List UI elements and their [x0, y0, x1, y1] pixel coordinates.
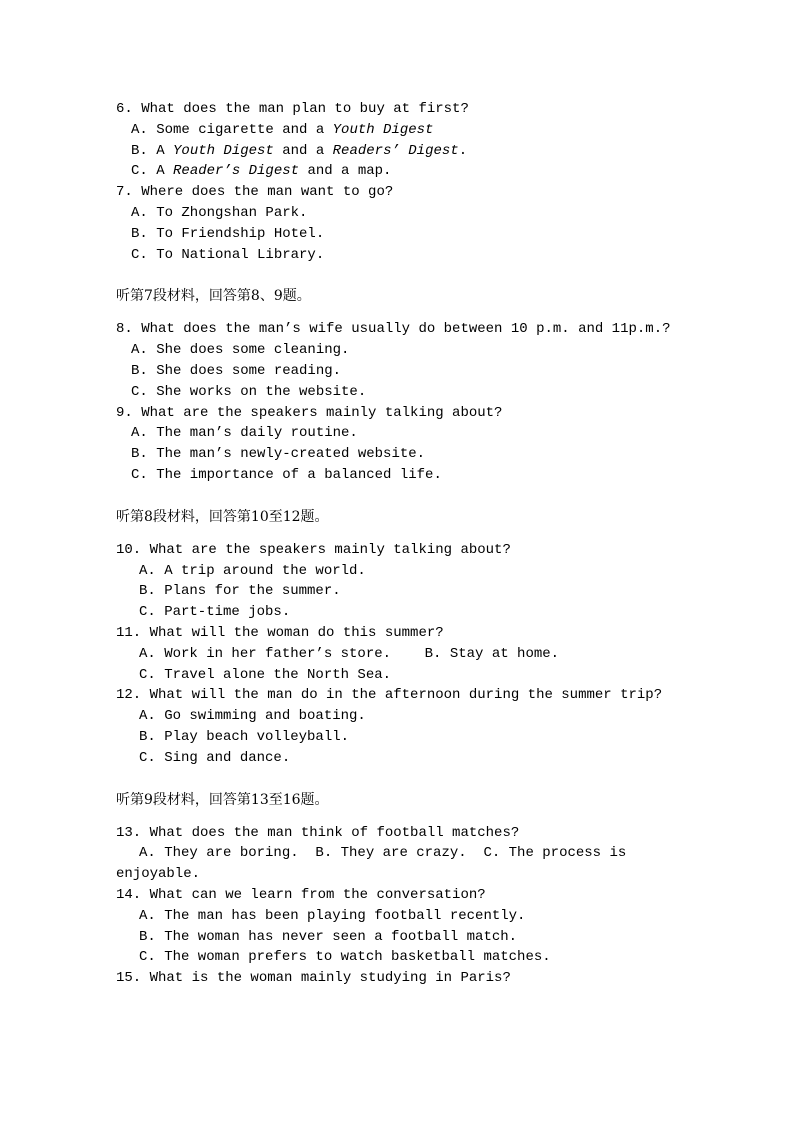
q6-option-c: C. A Reader’s Digest and a map.: [131, 163, 392, 180]
question-8: 8. What does the man’s wife usually do between 10 p.m. and 11p.m.?: [116, 321, 671, 338]
q6-option-b: B. A Youth Digest and a Readers’ Digest.: [131, 142, 468, 159]
q8-option-b: B. She does some reading.: [131, 362, 342, 379]
section-heading-7: 听第7段材料，回答第8、9题。: [116, 288, 311, 305]
section-heading-9: 听第9段材料，回答第13至16题。: [116, 791, 329, 808]
question-10: 10. What are the speakers mainly talking about?: [116, 541, 511, 558]
q8-option-a: A. She does some cleaning.: [131, 342, 350, 359]
q10-option-a: A. A trip around the world.: [139, 562, 366, 579]
q14-option-c: C. The woman prefers to watch basketball matches.: [139, 949, 551, 966]
question-14: 14. What can we learn from the conversation?: [116, 886, 486, 903]
question-11: 11. What will the woman do this summer?: [116, 624, 444, 641]
q9-option-a: A. The man’s daily routine.: [131, 425, 358, 442]
question-6: 6. What does the man plan to buy at first?: [116, 101, 469, 117]
q12-option-a: A. Go swimming and boating.: [139, 708, 366, 725]
q10-option-c: C. Part-time jobs.: [139, 604, 291, 621]
q9-option-c: C. The importance of a balanced life.: [131, 466, 442, 483]
exam-page: [116, 99, 676, 989]
section-heading-8: 听第8段材料，回答第10至12题。: [116, 508, 329, 525]
question-13: 13. What does the man think of football matches?: [116, 824, 520, 841]
q14-option-b: B. The woman has never seen a football match.: [139, 928, 518, 945]
question-7: 7. Where does the man want to go?: [116, 184, 394, 201]
q14-option-a: A. The man has been playing football recently.: [139, 907, 526, 924]
q6-option-a: A. Some cigarette and a Youth Digest: [131, 121, 434, 138]
q7-option-a: A. To Zhongshan Park.: [131, 204, 308, 221]
q7-option-c: C. To National Library.: [131, 246, 325, 263]
q12-option-c: C. Sing and dance.: [139, 749, 291, 766]
q13-options: A. They are boring. B. They are crazy. C. The process is: [139, 845, 627, 862]
q8-option-c: C. She works on the website.: [131, 383, 367, 400]
q12-option-b: B. Play beach volleyball.: [139, 728, 350, 745]
q7-option-b: B. To Friendship Hotel.: [131, 225, 325, 242]
q13-options-wrap: enjoyable.: [116, 866, 201, 883]
q11-option-c: C. Travel alone the North Sea.: [139, 666, 392, 683]
question-15: 15. What is the woman mainly studying in Paris?: [116, 970, 511, 987]
question-9: 9. What are the speakers mainly talking about?: [116, 404, 503, 421]
q9-option-b: B. The man’s newly-created website.: [131, 446, 426, 463]
q10-option-b: B. Plans for the summer.: [139, 583, 341, 600]
q11-option-ab: A. Work in her father’s store. B. Stay at home.: [139, 645, 560, 662]
question-12: 12. What will the man do in the afternoon during the summer trip?: [116, 687, 663, 704]
